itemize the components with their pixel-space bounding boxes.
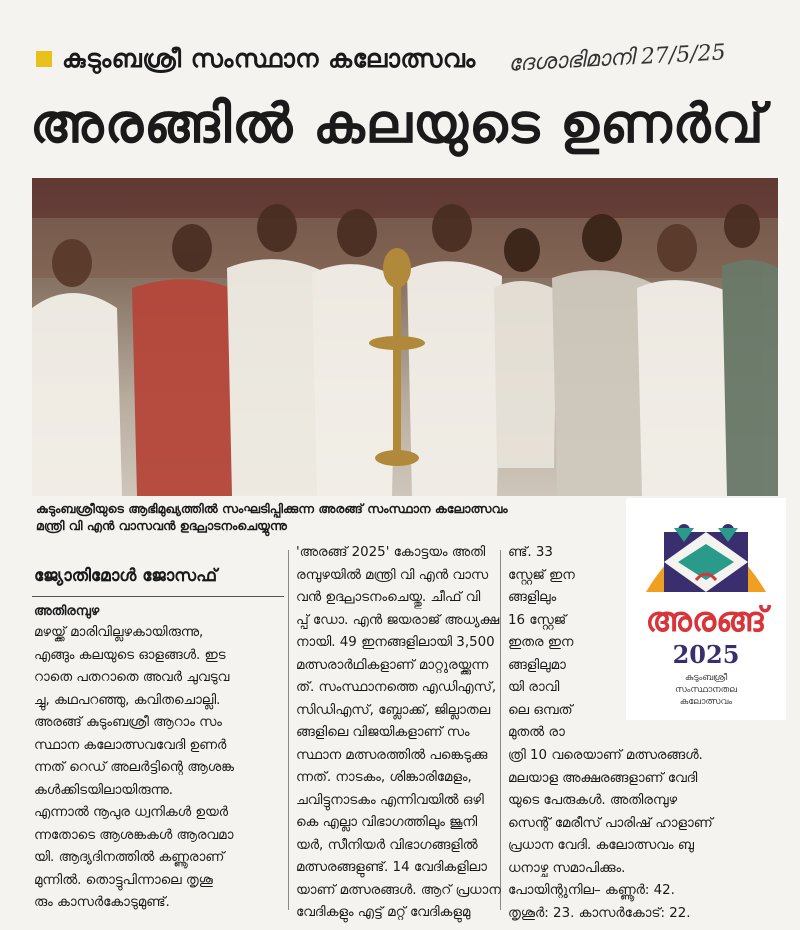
article-line: സ്ഥാന കലോത്സവവേദി ഉണർ — [34, 737, 227, 753]
article-line: രും കാസർകോടുമുണ്ട്. — [34, 895, 170, 910]
logo-subtitle — [626, 672, 786, 708]
arangu-logo — [626, 498, 786, 720]
headline: അരങ്ങിൽ കലയുടെ ഉണർവ് — [30, 92, 765, 155]
article-line: സ്ഥാന മത്സരത്തിൽ പങ്കെടുക്കു — [296, 747, 488, 763]
article-line: മുന്നിൽ. തൊട്ടുപിന്നാലെ തൃശൂ — [34, 872, 213, 888]
article-line: കലോത്സവം — [679, 697, 733, 707]
photo-caption — [36, 500, 636, 534]
article-line: ചവിട്ടുനാടകം എന്നിവയിൽ ഒഴി — [296, 792, 484, 808]
caption-line: കുടുംബശ്രീയുടെ ആഭിമുഖ്യത്തിൽ സംഘടിപ്പിക്കുന്ന അരങ്ങ് സംസ്ഥാന കലോത്സവം — [36, 501, 508, 516]
article-line: പോയിന്റുനില– കണ്ണൂർ: 42. — [508, 883, 675, 898]
article-line: ത്. സംസ്ഥാനത്തെ എഡിഎസ്, — [296, 680, 497, 695]
article-line: ലെ ഒമ്പത് — [508, 702, 573, 718]
caption-line: മന്ത്രി വി എൻ വാസവൻ ഉദ്ഘാടനംചെയ്യുന്നു — [36, 518, 287, 533]
event-photo-illustration — [32, 178, 778, 496]
article-line: എങ്ങും കലയുടെ ഓളങ്ങൾ. ഇട — [34, 647, 226, 663]
article-line: ണ്ട്. 33 — [508, 545, 553, 560]
article-line: ത്രി 10 വരെയാണ് മത്സരങ്ങൾ. — [508, 748, 703, 763]
kicker-text: കുടുംബശ്രീ സംസ്ഥാന കലോത്സവം — [62, 44, 476, 73]
handwritten-note: ദേശാഭിമാനി 27/5/25 — [507, 40, 727, 77]
article-line: ന്നത് റെഡ് അലർട്ടിന്റെ ആശങ്ക — [34, 760, 234, 775]
article-line: വൻ ഉദ്ഘാടനംചെയ്തു. ചീഫ് വി — [296, 590, 481, 605]
article-line: സെന്റ് മേരീസ് പാരിഷ് ഹാളാണ് — [508, 815, 713, 831]
article-line: കുടുംബശ്രീ — [684, 673, 728, 683]
event-photo — [32, 178, 778, 496]
article-line: ങ്ങളിലെ വിജയികളാണ് സം — [296, 725, 470, 740]
article-line: തൃശൂർ: 23. കാസർകോട്: 22. — [508, 905, 691, 921]
article-line: ധനാഴ്ച സമാപിക്കും. — [508, 860, 626, 876]
article-line: വേദികളും എട്ട് മറ്റ് വേദികളുമു — [296, 905, 471, 920]
kicker-square-icon — [36, 51, 52, 67]
article-line: സംസ്ഥാനതല — [675, 685, 737, 695]
article-line: ങ്ങളിലുമാ — [508, 657, 566, 673]
article-line: യാണ് മത്സരങ്ങൾ. ആറ് പ്രധാന — [296, 882, 501, 898]
article-line: ന്നത്. നാടകം, ശിങ്കാരിമേളം, — [296, 770, 472, 785]
column-divider — [288, 550, 289, 910]
article-line: മഴയ്ക്ക് മാരിവില്ലഴകായിരുന്നു, — [34, 625, 204, 640]
logo-emblem-icon — [626, 502, 786, 602]
article-line: കെ എല്ലാ വിഭാഗത്തിലും ജൂനി — [296, 815, 478, 830]
article-line: രമ്പുഴയിൽ മന്ത്രി വി എൻ വാസ — [296, 567, 489, 583]
article-line: മത്സരങ്ങളുണ്ട്. 14 വേദികളിലാ — [296, 860, 487, 875]
article-line: യുടെ പേരുകൾ. അതിരമ്പുഴ — [508, 793, 678, 808]
byline-divider — [32, 596, 284, 597]
article-line: 16 സ്റ്റേജ് — [508, 612, 567, 628]
article-column-1 — [34, 622, 234, 915]
article-line: പ്പ് ഡോ. എൻ ജയരാജ് അധ്യക്ഷ — [296, 612, 500, 628]
article-line: ങ്ങളിലും — [508, 590, 557, 605]
article-line: മലയാള അക്ഷരങ്ങളാണ് വേദി — [508, 770, 698, 786]
byline: ജ്യോതിമോൾ ജോസഫ് — [34, 566, 218, 586]
article-line: യി രാവി — [508, 680, 560, 695]
article-line: 'അരങ്ങ് 2025' കോട്ടയം അതി — [296, 545, 486, 560]
article-line: റാതെ പതറാതെ അവർ ചുവടുവ — [34, 670, 230, 685]
kicker — [36, 44, 476, 74]
article-column-2 — [296, 542, 501, 925]
article-line: യർ, സീനിയർ വിഭാഗങ്ങളിൽ — [296, 837, 478, 853]
article-line: ന്നതോടെ ആശങ്കകൾ ആരവമാ — [34, 827, 234, 843]
logo-title: അരങ്ങ് — [645, 600, 767, 640]
article-line: സ്റ്റേജ് ഇന — [508, 567, 575, 583]
article-line: മത്സരാർഥികളാണ് മാറ്റുരയ്ക്കുന്ന — [296, 657, 489, 673]
logo-year: 2025 — [672, 640, 740, 669]
article-column-3-wide — [508, 745, 713, 925]
article-line: മുതൽ രാ — [508, 725, 565, 740]
dateline: അതിരമ്പുഴ — [34, 604, 100, 619]
article-line: യി. ആദ്യദിനത്തിൽ കണ്ണൂരാണ് — [34, 850, 225, 865]
article-line: എന്നാൽ നൂപുര ധ്വനികൾ ഉയർ — [34, 805, 229, 820]
article-column-3-narrow — [508, 542, 575, 745]
article-line: ച്ചു, കഥപറഞ്ഞു, കവിതചൊല്ലി. — [34, 692, 221, 708]
article-line: ഇതര ഇന — [508, 635, 574, 650]
article-line: നായി. 49 ഇനങ്ങളിലായി 3,500 — [296, 635, 495, 650]
article-line: പ്രധാന വേദി. കലോത്സവം ബു — [508, 838, 694, 853]
article-line: കൾക്കിടയിലായിരുന്നു. — [34, 782, 173, 798]
article-line: സിഡിഎസ്, ബ്ലോക്ക്, ജില്ലാതല — [296, 702, 491, 718]
article-line: അരങ്ങ് കുടുംബശ്രീ ആറാം സം — [34, 715, 222, 730]
